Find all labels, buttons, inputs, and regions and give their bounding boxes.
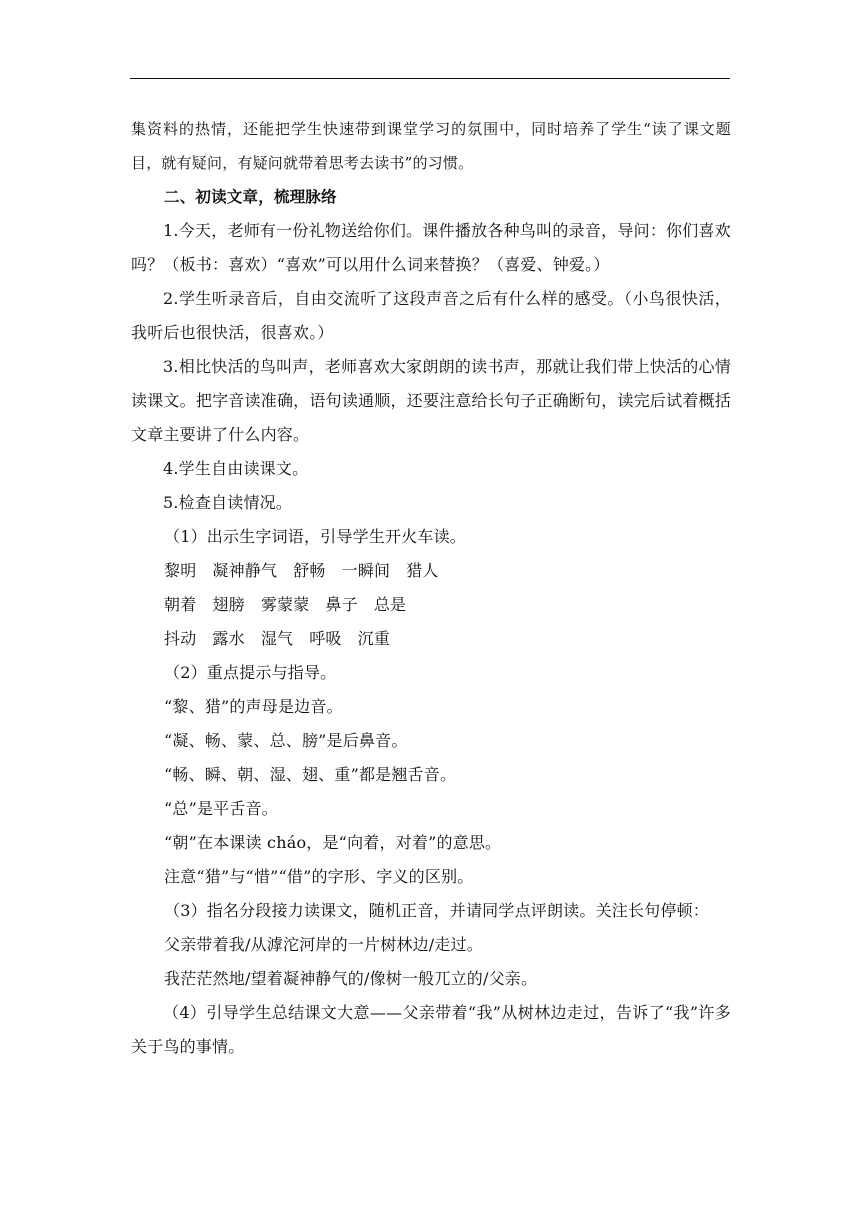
step-1-paragraph: 1.今天，老师有一份礼物送给你们。课件播放各种鸟叫的录音，导问：你们喜欢吗？（板书：喜欢）“喜欢”可以用什么词来替换？（喜爱、钟爱。） — [131, 221, 731, 274]
note-5: “朝”在本课读 cháo，是“向着，对着”的意思。 — [164, 833, 502, 852]
sub-step-2: （2）重点提示与指导。 — [164, 663, 337, 682]
section-heading: 二、初读文章，梳理脉络 — [164, 188, 337, 206]
vocab-word: 黎明 — [164, 561, 197, 580]
pause-example-2: 我茫茫然地/望着凝神静气的/像树一般兀立的/父亲。 — [164, 969, 538, 988]
step-5-paragraph: 5.检查自读情况。 — [163, 493, 293, 512]
note-4: “总”是平舌音。 — [164, 799, 278, 818]
continuation-paragraph: 集资料的热情，还能把学生快速带到课堂学习的氛围中，同时培养了学生“读了课文题目，就有疑问，有疑问就带着思考去读书”的习惯。 — [131, 120, 731, 172]
vocab-word: 舒畅 — [293, 561, 326, 580]
note-1: “黎、猎”的声母是边音。 — [164, 697, 343, 716]
note-2: “凝、畅、蒙、总、膀”是后鼻音。 — [164, 731, 408, 750]
vocab-word: 抖动 — [164, 629, 197, 648]
sub-step-1: （1）出示生字词语，引导学生开火车读。 — [164, 527, 466, 546]
vocab-word: 凝神静气 — [212, 561, 278, 580]
vocab-word: 露水 — [212, 629, 245, 648]
vocab-word: 沉重 — [357, 629, 391, 648]
sub-step-4: （4）引导学生总结课文大意——父亲带着“我”从树林边走过，告诉了“我”许多关于鸟的事情。 — [131, 1003, 731, 1056]
vocab-word: 一瞬间 — [341, 561, 391, 580]
vocab-word: 总是 — [373, 595, 407, 614]
note-3: “畅、瞬、朝、湿、翅、重”都是翘舌音。 — [164, 765, 457, 784]
step-4-paragraph: 4.学生自由读课文。 — [163, 459, 309, 478]
note-6: 注意“猎”与“惜”“借”的字形、字义的区别。 — [164, 867, 474, 886]
vocab-word: 湿气 — [260, 629, 294, 648]
step-2-paragraph: 2.学生听录音后，自由交流听了这段声音之后有什么样的感受。（小鸟很快活，我听后也很快活，很喜欢。） — [131, 289, 731, 342]
vocab-word: 雾蒙蒙 — [260, 595, 310, 614]
document-body — [131, 112, 731, 1064]
vocab-word: 呼吸 — [309, 629, 342, 648]
vocab-word: 翅膀 — [212, 595, 245, 614]
vocab-word: 猎人 — [406, 561, 439, 580]
sub-step-3: （3）指名分段接力读课文，随机正音，并请同学点评朗读。关注长句停顿： — [164, 901, 709, 920]
vocab-word: 鼻子 — [325, 595, 358, 614]
pause-example-1: 父亲带着我/从滹沱河岸的一片树林边/走过。 — [164, 935, 483, 954]
step-3-paragraph: 3.相比快活的鸟叫声，老师喜欢大家朗朗的读书声，那就让我们带上快活的心情读课文。把字音读准确，语句读通顺，还要注意给长句子正确断句，读完后试着概括文章主要讲了什么内容。 — [131, 357, 731, 444]
header-rule — [130, 78, 730, 79]
vocab-row-3 — [131, 622, 731, 656]
vocab-word: 朝着 — [164, 595, 197, 614]
vocab-row-2 — [131, 588, 731, 622]
vocab-row-1 — [131, 554, 731, 588]
